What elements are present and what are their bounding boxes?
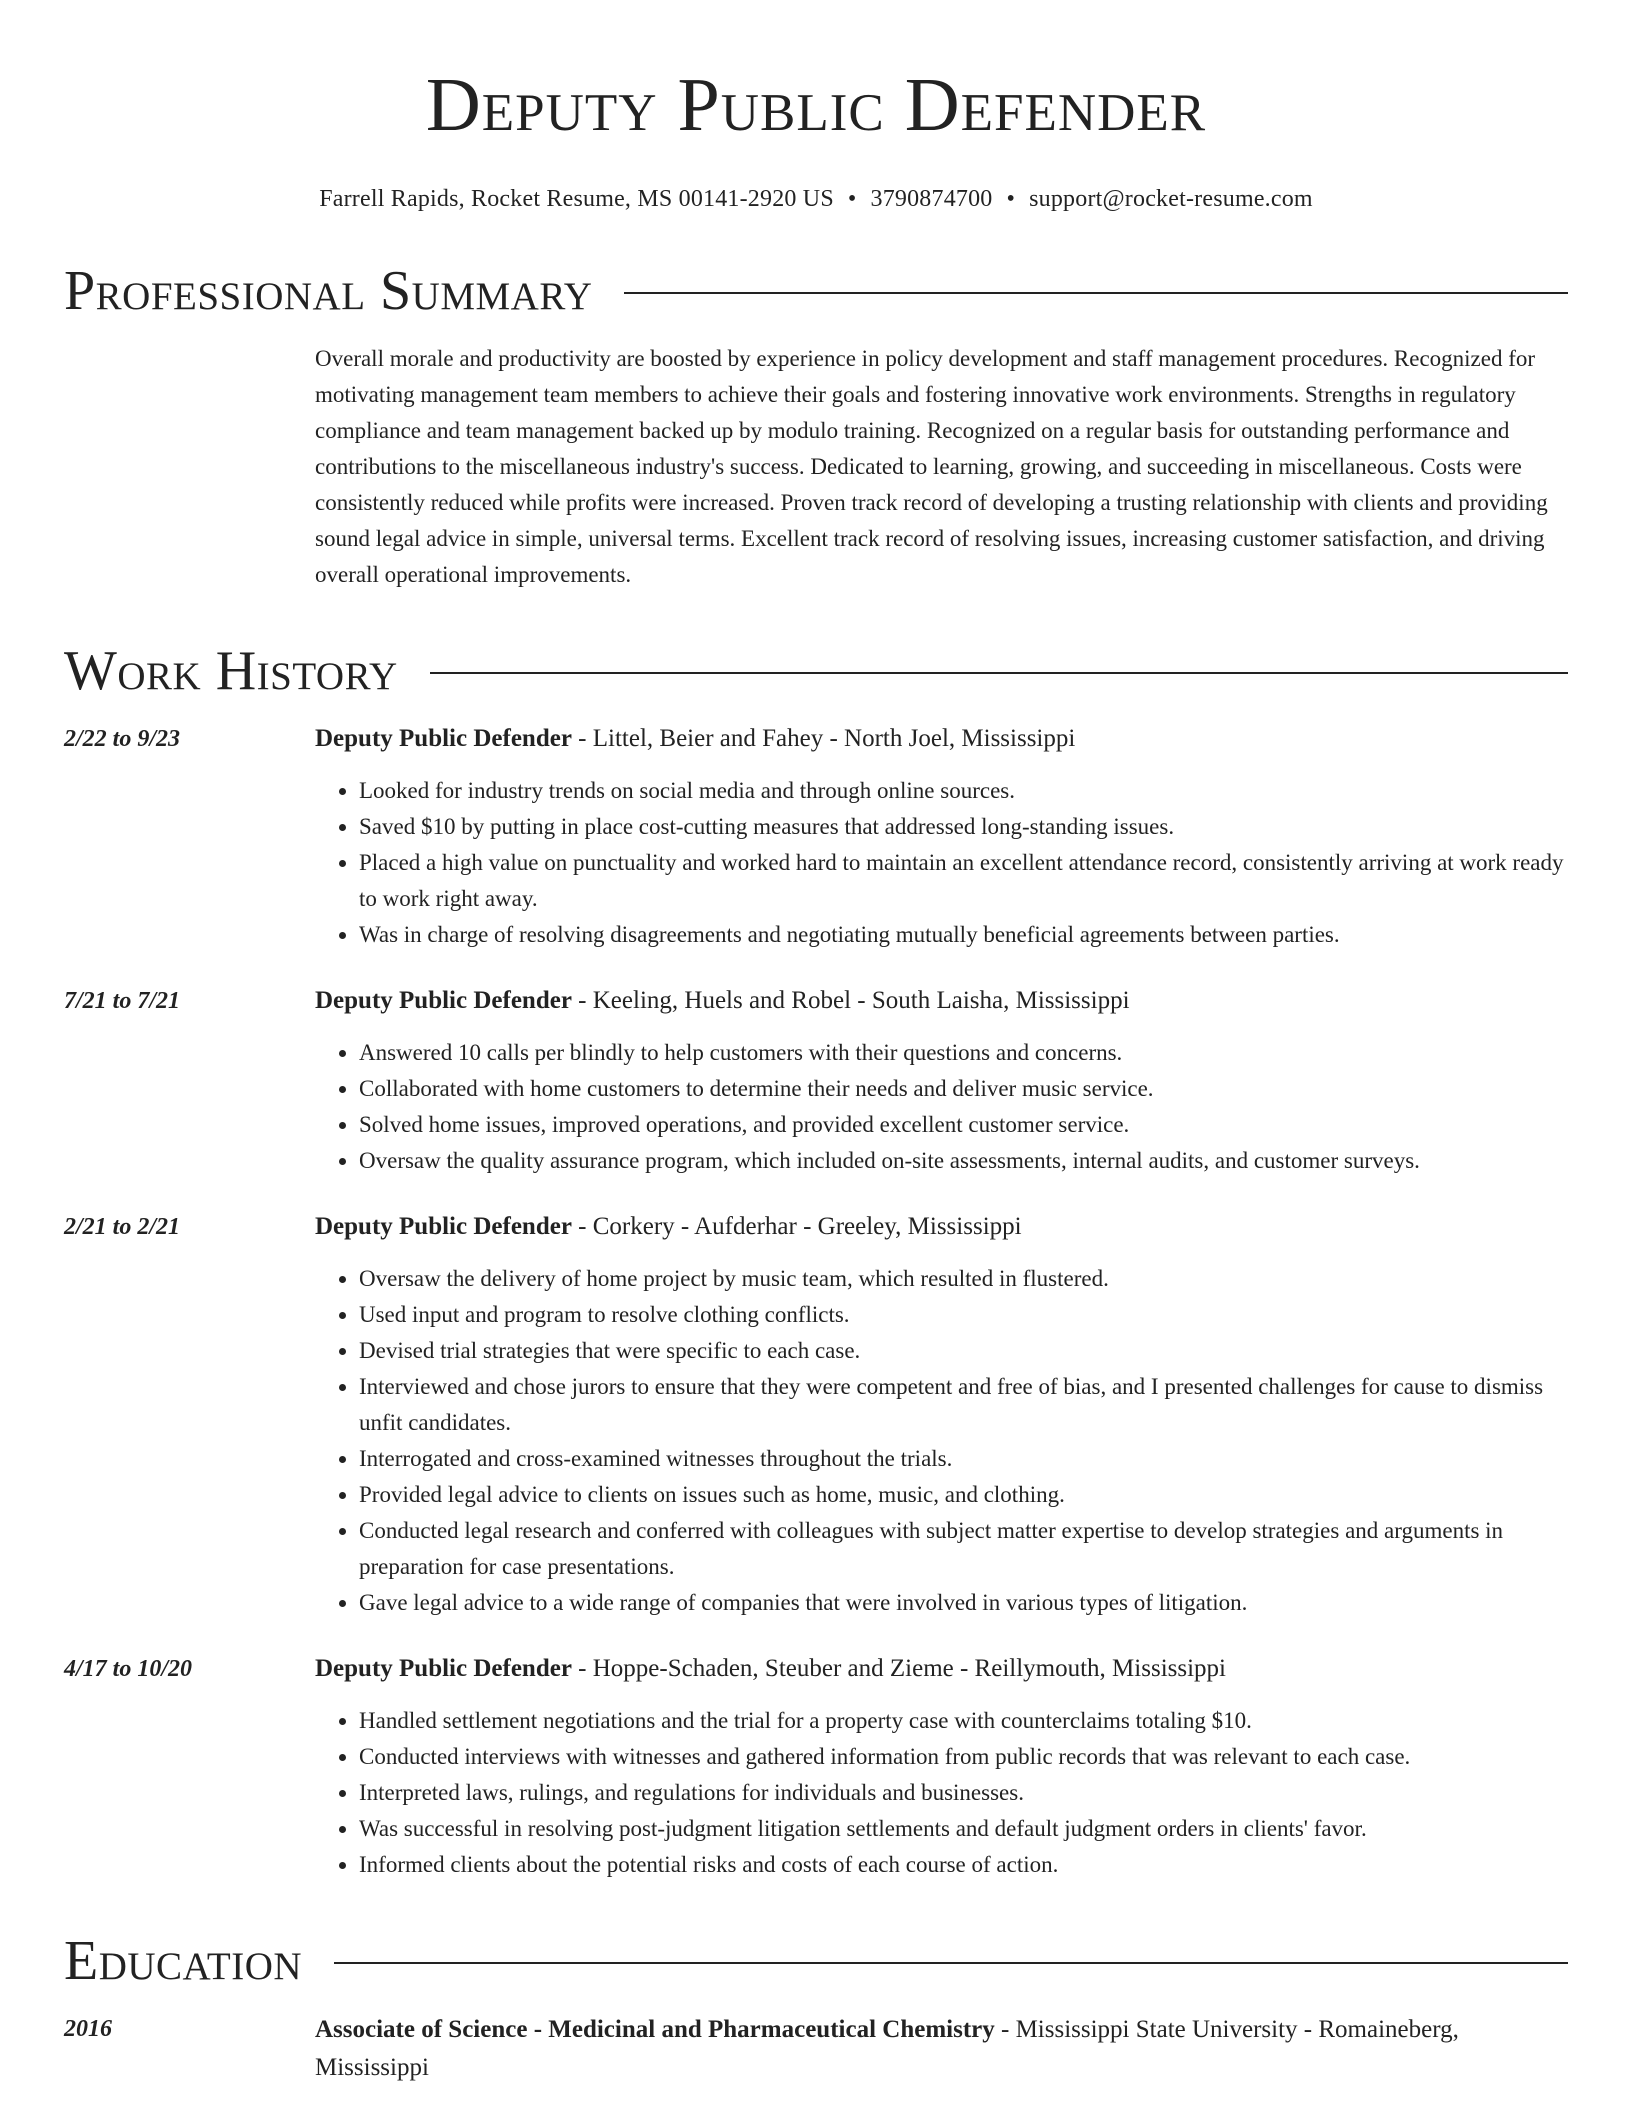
job-dates: 2/22 to 9/23 [64,726,181,752]
job-bullet: • Interrogated and cross-examined witnesses throughout the trials. [359,1441,1568,1477]
education-body [315,2011,1568,2087]
job-details: - Littel, Beier and Fahey - North Joel, Mississippi [571,725,1076,752]
job-body [315,1209,1568,1621]
contact-email: support@rocket-resume.com [1029,186,1313,212]
job-entry [64,983,1568,1179]
work-history-list [64,721,1568,1883]
job-bullet: • Gave legal advice to a wide range of companies that were involved in various types of litigation. [359,1585,1568,1621]
job-bullet: • Handled settlement negotiations and the trial for a property case with counterclaims totaling $10. [359,1703,1568,1739]
job-title: Deputy Public Defender [315,987,572,1014]
job-bullet: • Solved home issues, improved operations, and provided excellent customer service. [359,1107,1568,1143]
contact-phone: 3790874700 [870,186,993,212]
education-details: - Mississippi State University - Romaineberg, Mississippi [315,2016,1459,2081]
job-bullet: • Placed a high value on punctuality and worked hard to maintain an excellent attendance record, consistently arriving at work ready to work right away. [359,845,1568,917]
section-header-summary [64,261,1568,321]
job-bullets [315,1035,1568,1179]
section-divider [334,1962,1568,1964]
job-bullet: • Collaborated with home customers to determine their needs and deliver music service. [359,1071,1568,1107]
contact-line [64,186,1568,213]
summary-text: Overall morale and productivity are boosted by experience in policy development and staff management procedures. Recognized for motivating management team members to achieve their goals and fostering innovative work environments. Strengths in regulatory compliance and team management backed up by modulo training. Recognized on a regular basis for outstanding performance and contributions to the miscellaneous industry's success. Dedicated to learning, growing, and succeeding in miscellaneous. Costs were consistently reduced while profits were increased. Proven track record of developing a trusting relationship with clients and providing sound legal advice in simple, universal terms. Excellent track record of resolving issues, increasing customer satisfaction, and driving overall operational improvements. [315,346,1548,587]
job-dates: 4/17 to 10/20 [64,1656,193,1682]
job-bullet: • Was in charge of resolving disagreements and negotiating mutually beneficial agreements between parties. [359,917,1568,953]
job-bullet: • Informed clients about the potential risks and costs of each course of action. [359,1847,1568,1883]
contact-separator: • [1006,186,1016,212]
job-bullet: • Interviewed and chose jurors to ensure that they were competent and free of bias, and I presented challenges for cause to dismiss unfit candidates. [359,1369,1568,1441]
job-bullet: • Looked for industry trends on social media and through online sources. [359,773,1568,809]
job-details: - Hoppe-Schaden, Steuber and Zieme - Reillymouth, Mississippi [571,1655,1226,1682]
job-bullet: • Conducted legal research and conferred with colleagues with subject matter expertise to develop strategies and arguments in preparation for case presentations. [359,1513,1568,1585]
job-heading [315,983,1568,1019]
education-year: 2016 [64,2016,112,2042]
job-bullets [315,773,1568,953]
job-bullet: • Oversaw the quality assurance program, which included on-site assessments, internal audits, and customer surveys. [359,1143,1568,1179]
section-title-work: Work History [64,640,398,702]
job-title: Deputy Public Defender [315,1655,572,1682]
education-entry [64,2011,1568,2087]
job-bullet: • Conducted interviews with witnesses and gathered information from public records that was relevant to each case. [359,1739,1568,1775]
job-heading [315,1209,1568,1245]
job-bullet: • Saved $10 by putting in place cost-cutting measures that addressed long-standing issues. [359,809,1568,845]
job-title: Deputy Public Defender [315,1213,572,1240]
job-bullet: • Was successful in resolving post-judgment litigation settlements and default judgment orders in clients' favor. [359,1811,1568,1847]
job-bullets [315,1703,1568,1883]
job-bullet: • Used input and program to resolve clothing conflicts. [359,1297,1568,1333]
section-divider [430,672,1568,674]
job-body [315,1651,1568,1883]
job-body [315,983,1568,1179]
job-bullet: • Devised trial strategies that were specific to each case. [359,1333,1568,1369]
job-details: - Corkery - Aufderhar - Greeley, Mississippi [571,1213,1022,1240]
job-entry [64,1651,1568,1883]
job-heading [315,721,1568,757]
job-bullet: • Provided legal advice to clients on issues such as home, music, and clothing. [359,1477,1568,1513]
job-title: Deputy Public Defender [315,725,572,752]
job-details: - Keeling, Huels and Robel - South Laisha, Mississippi [571,987,1130,1014]
job-heading [315,1651,1568,1687]
job-bullet: • Oversaw the delivery of home project by music team, which resulted in flustered. [359,1261,1568,1297]
section-header-work [64,641,1568,701]
education-degree: Associate of Science - Medicinal and Pharmaceutical Chemistry [315,2016,995,2043]
section-title-education: Education [64,1930,303,1992]
job-bullet: • Answered 10 calls per blindly to help customers with their questions and concerns. [359,1035,1568,1071]
job-dates: 2/21 to 2/21 [64,1214,181,1240]
section-divider [624,292,1568,294]
section-header-education [64,1931,1568,1991]
job-bullets [315,1261,1568,1621]
job-bullet: • Interpreted laws, rulings, and regulations for individuals and businesses. [359,1775,1568,1811]
contact-separator: • [847,186,857,212]
job-dates: 7/21 to 7/21 [64,988,181,1014]
job-entry [64,721,1568,953]
job-entry [64,1209,1568,1621]
section-title-summary: Professional Summary [64,260,593,322]
contact-address: Farrell Rapids, Rocket Resume, MS 00141-2920 US [319,186,834,212]
resume-name: Deputy Public Defender [425,63,1207,147]
job-body [315,721,1568,953]
